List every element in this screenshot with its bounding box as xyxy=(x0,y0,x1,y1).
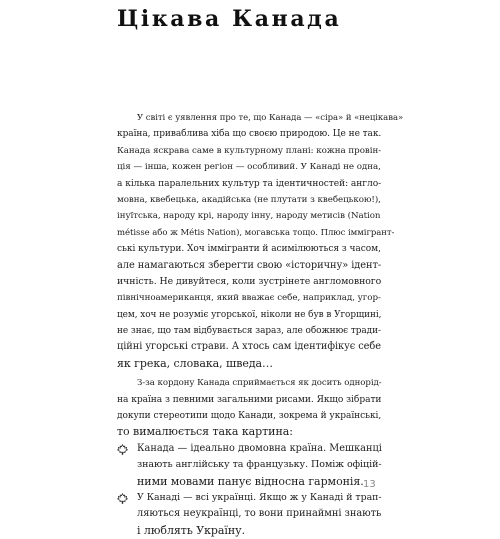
bullet-list xyxy=(117,441,382,539)
text-line: але намагаються зберегти свою «історичну» ідент- xyxy=(117,259,382,271)
bullet-line xyxy=(117,490,382,506)
text-line: то вималюється така картина: xyxy=(117,425,293,439)
text-line: не знає, що там відбувається зараз, але обожнює тради- xyxy=(117,326,381,337)
text-line: У світі є уявлення про те, що Канада — «сіра» й «нецікава» xyxy=(137,113,404,123)
text-line: ними мовами панує відносна гармонія. xyxy=(137,474,364,488)
list-item xyxy=(117,490,382,539)
text-line: докупи стереотипи щодо Канади, зокрема й українські, xyxy=(117,411,382,422)
text-line: на країна з певними загальними рисами. Якщо зібрати xyxy=(117,394,382,405)
paragraph-stereotypes xyxy=(117,375,382,441)
text-line: як грека, словака, шведа… xyxy=(117,356,274,370)
text-line: і люблять Україну. xyxy=(137,523,246,537)
bullet-text: Канада — ідеально двомовна країна. Мешканці xyxy=(137,442,382,454)
bullet-line xyxy=(117,441,382,457)
text-line: цем, хоч не розуміє угорської, ніколи не був в Угорщині, xyxy=(117,309,382,320)
chapter-heading: Цікава Канада xyxy=(117,6,342,32)
list-item xyxy=(117,441,382,490)
text-line: північноамериканця, який вважає себе, наприклад, угор- xyxy=(117,293,381,304)
maple-leaf-icon xyxy=(117,444,128,455)
text-line: métisse або ж Métis Nation), могавська тощо. Плюс іммігрант- xyxy=(117,227,395,238)
paragraph-intro xyxy=(117,110,404,372)
bullet-text: У Канаді — всі українці. Якщо ж у Канаді й трап- xyxy=(137,491,382,503)
text-line: ція — інша, кожен регіон — особливий. У Канаді не одна, xyxy=(117,162,381,173)
text-line: мовна, квебецька, акадійська (не плутати з квебецькою!), xyxy=(117,194,381,205)
body-text xyxy=(117,110,404,539)
maple-leaf-icon xyxy=(117,493,128,504)
text-line: країна, приваблива хіба що своєю природою. Це не так. xyxy=(117,129,382,140)
text-line: ичність. Не дивуйтеся, коли зустрінете англомовного xyxy=(117,275,382,287)
text-line: ляються неукраїнці, то вони принаймні знають xyxy=(137,508,382,520)
text-line: З-за кордону Канада сприймається як досить однорід- xyxy=(137,378,382,389)
text-line: а кілька паралельних культур та ідентичностей: англо- xyxy=(117,178,382,189)
page-number: 13 xyxy=(363,479,376,490)
text-line: інуїтська, народу крі, народу інну, народу метисів (Nation xyxy=(117,211,381,222)
text-line: ські культури. Хоч іммігранти й асимілюються з часом, xyxy=(117,244,381,255)
text-line: ційні угорські страви. А хтось сам ідентифікує себе xyxy=(117,341,381,353)
text-line: Канада яскрава саме в культурному плані: кожна провін- xyxy=(117,145,382,156)
text-line: знають англійську та французьку. Поміж офіцій- xyxy=(137,459,382,471)
